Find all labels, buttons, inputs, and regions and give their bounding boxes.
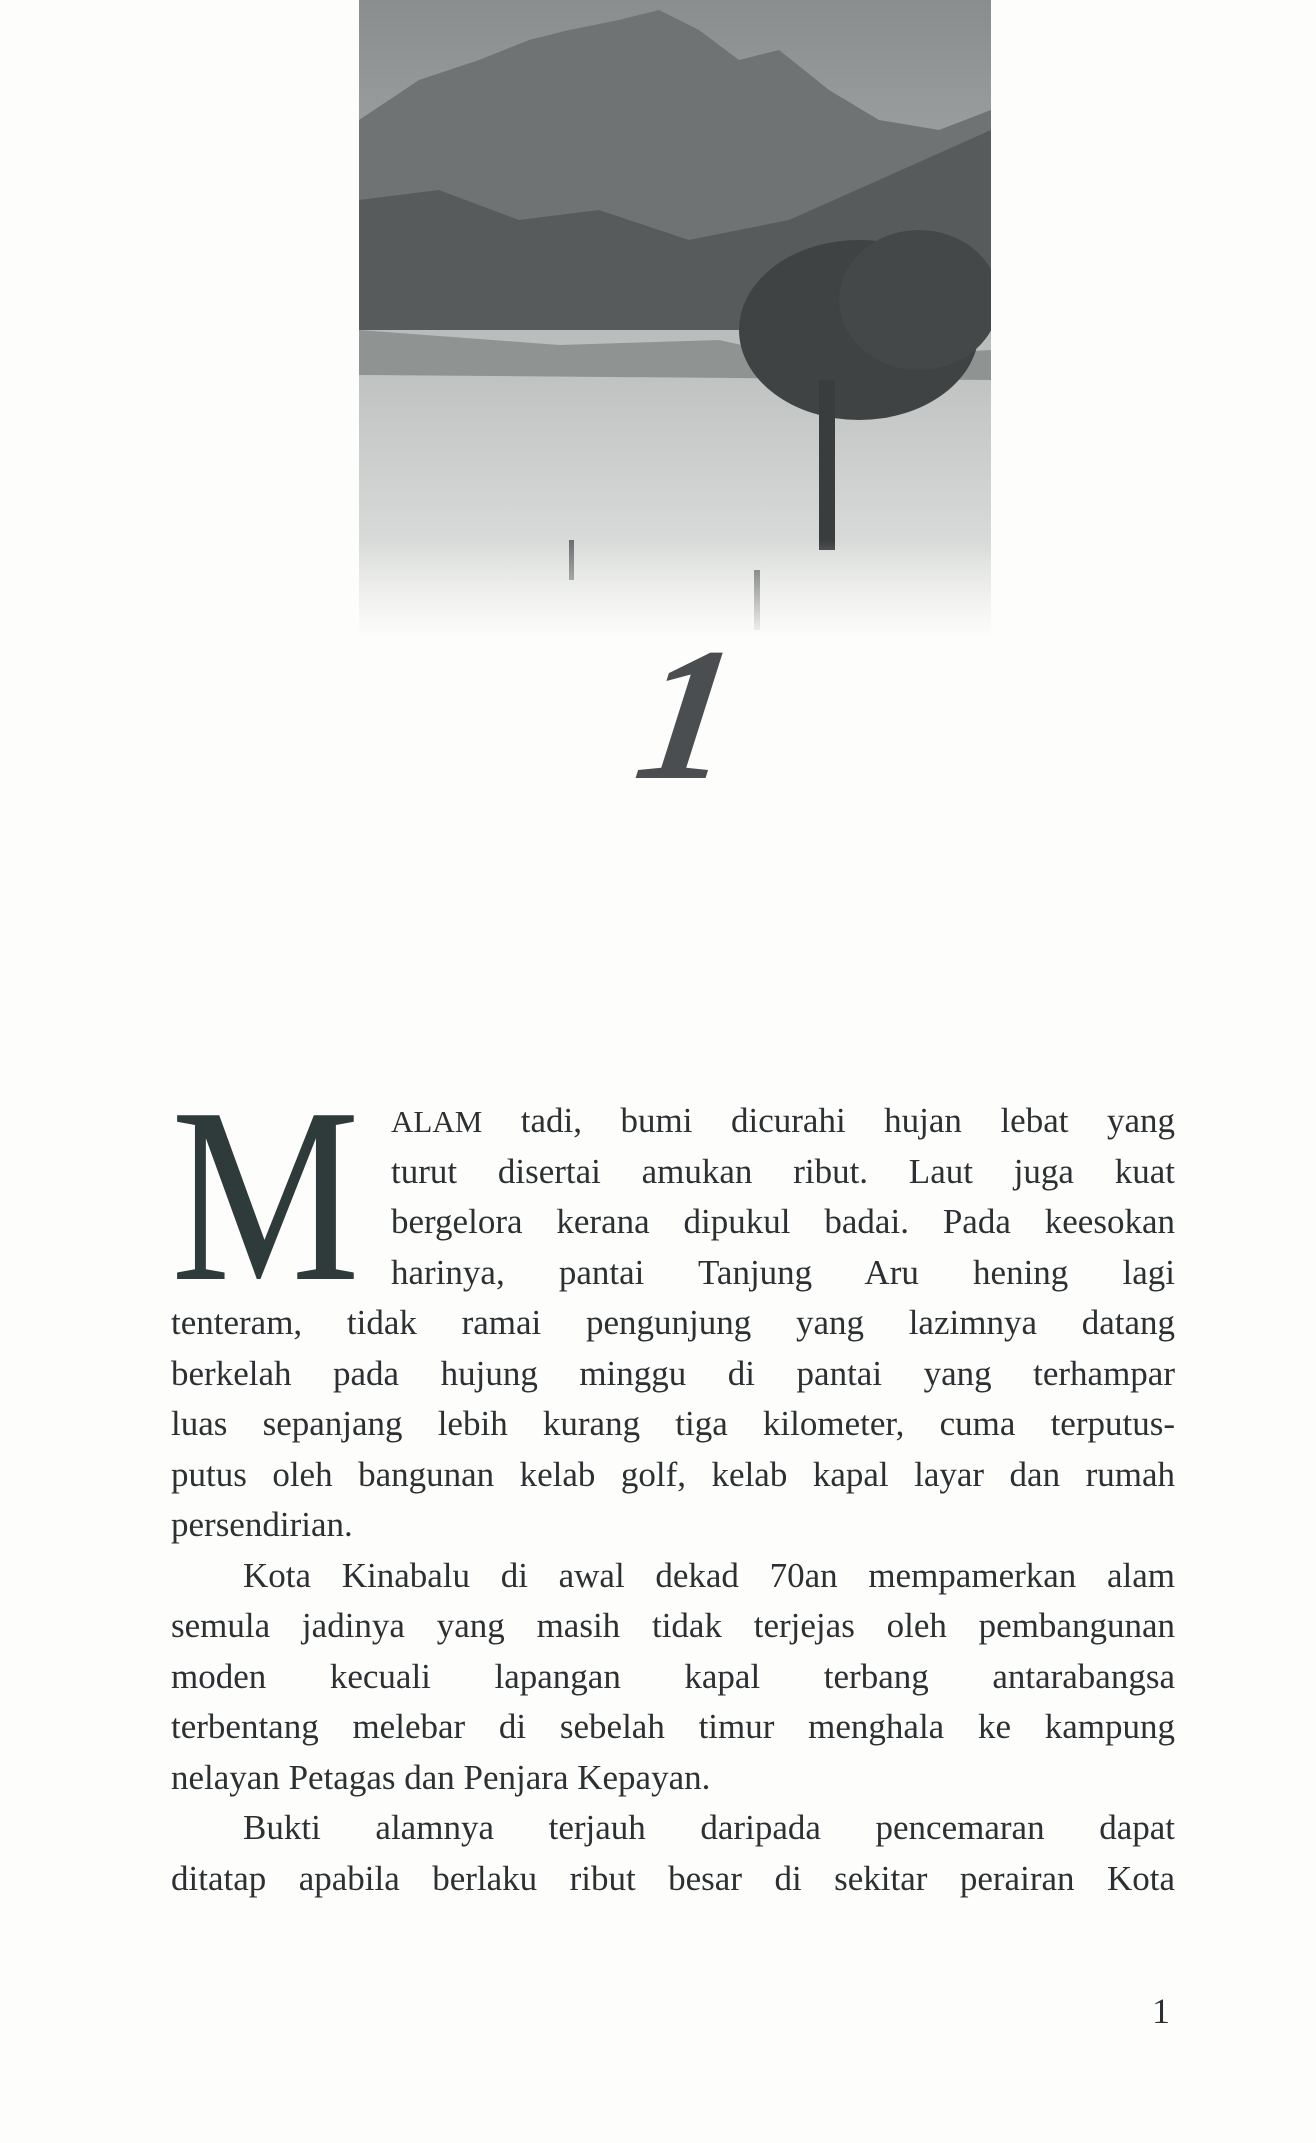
text-line	[391, 1096, 1175, 1147]
text-line: putus oleh bangunan kelab golf, kelab kapal layar dan rumah	[171, 1454, 1175, 1494]
text-line: moden kecuali lapangan kapal terbang antarabangsa	[171, 1656, 1175, 1696]
text-line: Kota Kinabalu di awal dekad 70an mempamerkan alam	[243, 1555, 1175, 1595]
text-line: harinya, pantai Tanjung Aru hening lagi	[391, 1252, 1175, 1292]
drop-cap: M	[171, 1057, 360, 1334]
chapter-number: 1	[625, 610, 750, 820]
text-line: semula jadinya yang masih tidak terjejas oleh pembangunan	[171, 1606, 1175, 1645]
text-line: turut disertai amukan ribut. Laut juga kuat	[391, 1151, 1175, 1191]
page-number: 1	[1152, 1991, 1170, 2031]
text-line: terbentang melebar di sebelah timur menghala ke kampung	[171, 1707, 1175, 1746]
chapter-photo-mountain-landscape	[359, 0, 991, 640]
text-line-content: tadi, bumi dicurahi hujan lebat yang	[520, 1101, 1176, 1140]
text-line: nelayan Petagas dan Penjara Kepayan.	[171, 1757, 711, 1797]
text-line: bergelora kerana dipukul badai. Pada keesokan	[391, 1202, 1175, 1241]
text-line: Bukti alamnya terjauh daripada pencemaran dapat	[243, 1808, 1175, 1847]
first-word-smallcaps: ALAM	[391, 1104, 483, 1139]
text-line: luas sepanjang lebih kurang tiga kilometer, cuma terputus-	[171, 1404, 1175, 1443]
text-line: ditatap apabila berlaku ribut besar di sekitar perairan Kota	[171, 1858, 1175, 1898]
text-line: persendirian.	[171, 1505, 353, 1544]
body-text	[171, 1057, 1176, 1904]
text-line: tenteram, tidak ramai pengunjung yang lazimnya datang	[171, 1303, 1175, 1342]
text-line: berkelah pada hujung minggu di pantai yang terhampar	[171, 1353, 1175, 1393]
